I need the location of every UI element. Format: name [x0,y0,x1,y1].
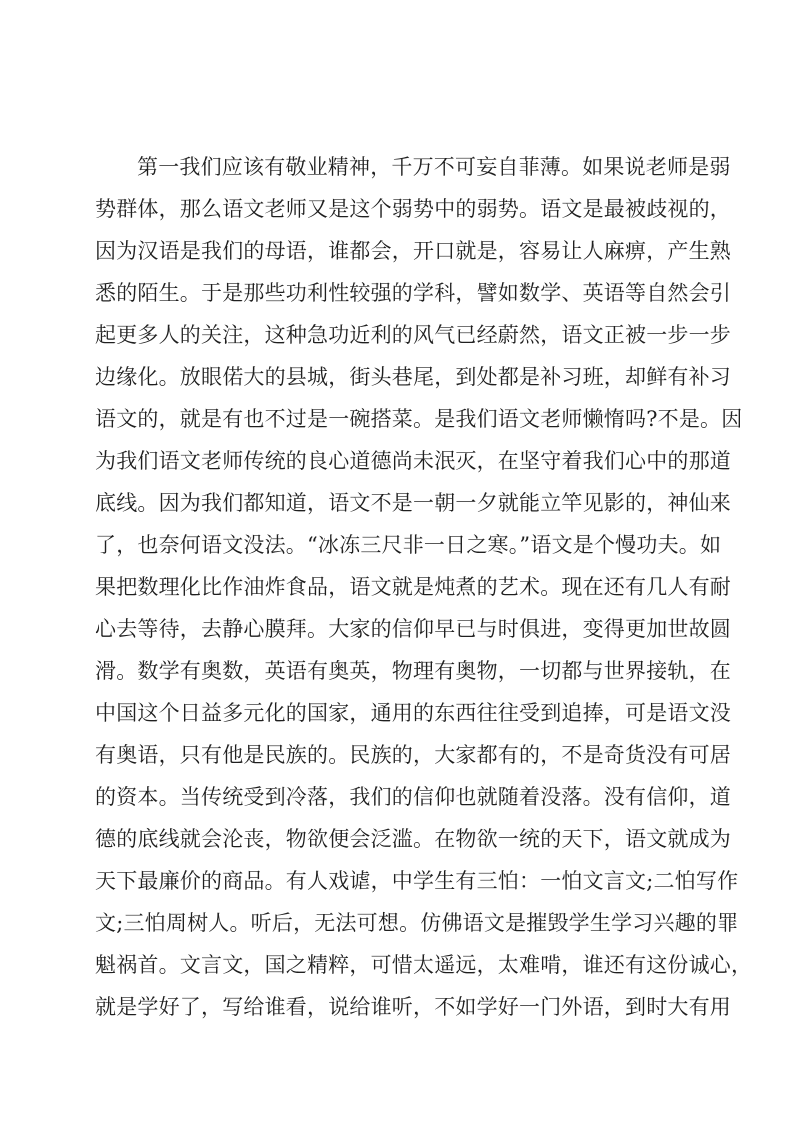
text-line: 心去等待，去静心膜拜。大家的信仰早已与时俱进，变得更加世故圆 [95,617,731,641]
text-line: 天下最廉价的商品。有人戏谑，中学生有三怕：一怕文言文;二怕写作 [95,869,739,893]
text-line: 中国这个日益多元化的国家，通用的东西往往受到追捧，可是语文没 [95,701,731,725]
text-line: 语文的，就是有也不过是一碗搭菜。是我们语文老师懒惰吗?不是。因 [95,407,743,431]
text-line: 果把数理化比作油炸食品，语文就是炖煮的艺术。现在还有几人有耐 [95,575,731,599]
text-line: 魁祸首。文言文，国之精粹，可惜太遥远，太难啃，谁还有这份诚心， [95,953,753,977]
text-line: 有奥语，只有他是民族的。民族的，大家都有的，不是奇货没有可居 [95,743,731,767]
text-line: 悉的陌生。于是那些功利性较强的学科，譬如数学、英语等自然会引 [95,281,731,305]
text-line: 边缘化。放眼偌大的县城，街头巷尾，到处都是补习班，却鲜有补习 [95,365,731,389]
text-line: 起更多人的关注，这种急功近利的风气已经蔚然，语文正被一步一步 [95,323,731,347]
text-line: 就是学好了，写给谁看，说给谁听，不如学好一门外语，到时大有用 [95,995,731,1019]
text-line: 为我们语文老师传统的良心道德尚未泯灭，在坚守着我们心中的那道 [95,449,731,473]
text-line: 德的底线就会沦丧，物欲便会泛滥。在物欲一统的天下，语文就成为 [95,827,731,851]
text-line: 第一我们应该有敬业精神，千万不可妄自菲薄。如果说老师是弱 [137,155,731,179]
text-line: 滑。数学有奥数，英语有奥英，物理有奥物，一切都与世界接轨，在 [95,659,731,683]
body-text-paragraph [95,146,753,1028]
text-line: 文;三怕周树人。听后，无法可想。仿佛语文是摧毁学生学习兴趣的罪 [95,911,739,935]
text-line: 因为汉语是我们的母语，谁都会，开口就是，容易让人麻痹，产生熟 [95,239,731,263]
text-line: 底线。因为我们都知道，语文不是一朝一夕就能立竿见影的，神仙来 [95,491,731,515]
text-line: 了，也奈何语文没法。“冰冻三尺非一日之寒。”语文是个慢功夫。如 [95,533,722,557]
text-line: 势群体，那么语文老师又是这个弱势中的弱势。语文是最被歧视的， [95,197,731,221]
text-line: 的资本。当传统受到冷落，我们的信仰也就随着没落。没有信仰，道 [95,785,731,809]
